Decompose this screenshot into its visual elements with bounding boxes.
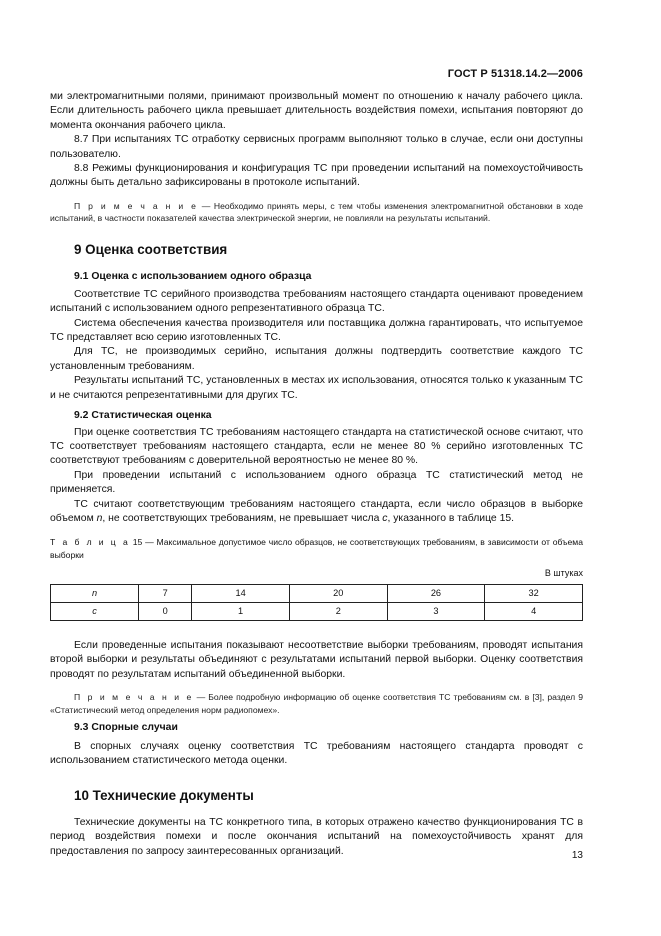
var-n: n [96,512,103,524]
document-body [50,90,583,859]
table-15-caption [50,536,583,561]
section-10-title: 10 Технические документы [74,787,254,803]
paragraph-8-7: 8.7 При испытаниях ТС отработку сервисных программ выполняют только в случае, если они доступны пользователю. [50,134,583,160]
table-cell: 32 [485,584,583,602]
paragraph-9-3: В спорных случаях оценку соответствия ТС требованиям настоящего стандарта проводят с использованием статистического метода оценки. [50,740,583,767]
table-cell: 7 [139,584,192,602]
note-2 [50,691,583,716]
table-unit: В штуках [544,567,583,578]
table-row-n [51,584,583,602]
para-text-b: , не соответствующих требованиям, не превышает числа [102,512,383,524]
paragraph-9-2-a: При оценке соответствия ТС требованиям настоящего стандарта на статистической основе считают, что ТС соответствует требованиям настоящего стандарта, если не менее 80 % серийно изготовленных ТС соответствуют требованиям с доверительной вероятностью не менее 80 %. [50,426,583,467]
paragraph-9-1-b: Система обеспечения качества производителя или поставщика должна гарантировать, что испытуемое ТС представляет всю серию изготовленных ТС. [50,317,583,344]
page-number: 13 [571,850,583,861]
section-9-title: 9 Оценка соответствия [74,242,228,258]
paragraph-8-8: 8.8 Режимы функционирования и конфигурация ТС при проведении испытаний на помехоустойчивость должны быть детально зафиксированы в протоколе испытаний. [50,163,583,189]
table-cell: 2 [289,602,387,620]
para-text-d: , указанного в таблице 15. [387,512,515,524]
note-1-label: П р и м е ч а н и е [74,200,199,211]
section-9-3-title: 9.3 Спорные случаи [74,722,178,734]
note-2-label: П р и м е ч а н и е [74,692,194,703]
table-cell: 1 [192,602,290,620]
section-9-1-title: 9.1 Оценка с использованием одного образца [74,271,312,283]
table-cell: 4 [485,602,583,620]
paragraph-9-1-c: Для ТС, не производимых серийно, испытания должны подтвердить соответствие каждого ТС установленным требованиям. [50,346,583,372]
table-cell: 14 [192,584,290,602]
table-15 [50,584,583,621]
paragraph-9-2-b: При проведении испытаний с использованием одного образца ТС статистический метод не применяется. [50,469,583,496]
table-cell: 26 [387,584,485,602]
paragraph-9-1-a: Соответствие ТС серийного производства требованиям настоящего стандарта оценивают проведением испытаний с использованием одного репрезентативного образца ТС. [50,288,583,315]
table-cell: 3 [387,602,485,620]
intro-paragraph-continuation: ми электромагнитными полями, принимают произвольный момент по отношению к началу рабочего цикла. Если длительность рабочего цикла превышает длительность воздействия помехи, испытания повторяют до момента окончания рабочего цикла. [50,91,583,131]
note-2-text: — Более подробную информацию об оценке соответствия ТС требованиям см. в [3], раздел 9 «Статистический метод определения норм радиопомех». [50,692,583,715]
para-text-a: ТС считают соответствующим требованиям настоящего стандарта, если число образцов в выборке объемом [50,498,583,524]
table-cell: 20 [289,584,387,602]
section-9-2-title: 9.2 Статистическая оценка [74,410,212,422]
paragraph-after-table: Если проведенные испытания показывают несоответствие выборки требованиям, проводят испытания второй выборки и результаты объединяют с результатами испытаний первой выборки. Оценку соответствия проводят по результатам испытаний объединенной выборки. [50,639,583,680]
table-row-c [51,602,583,620]
row-header-c: c [51,602,139,620]
paragraph-9-1-d: Результаты испытаний ТС, установленных в местах их использования, относятся только к указанным ТС и не считаются репрезентативными для других ТС. [50,375,583,401]
note-1 [50,200,583,225]
table-caption-label: Т а б л и ц а [50,537,130,548]
standard-code-header: ГОСТ Р 51318.14.2—2006 [447,68,583,80]
paragraph-10: Технические документы на ТС конкретного типа, в которых отражено качество функционирования ТС в период воздействия помехи и после окончания испытаний на помехоустойчивость хранят для предоставления по запросу заинтересованных организаций. [50,816,583,857]
row-header-n: n [51,584,139,602]
table-cell: 0 [139,602,192,620]
paragraph-9-2-c [50,498,583,527]
note-1-text: — Необходимо принять меры, с тем чтобы изменения электромагнитной обстановки в ходе испытаний, в частности показателей качества электрической энергии, не повлияли на результаты испытаний. [50,200,584,224]
var-c: c [382,512,388,524]
table-caption-text: 15 — Максимальное допустимое число образцов, не соответствующих требованиям, в зависимости от объема выборки [50,537,583,560]
